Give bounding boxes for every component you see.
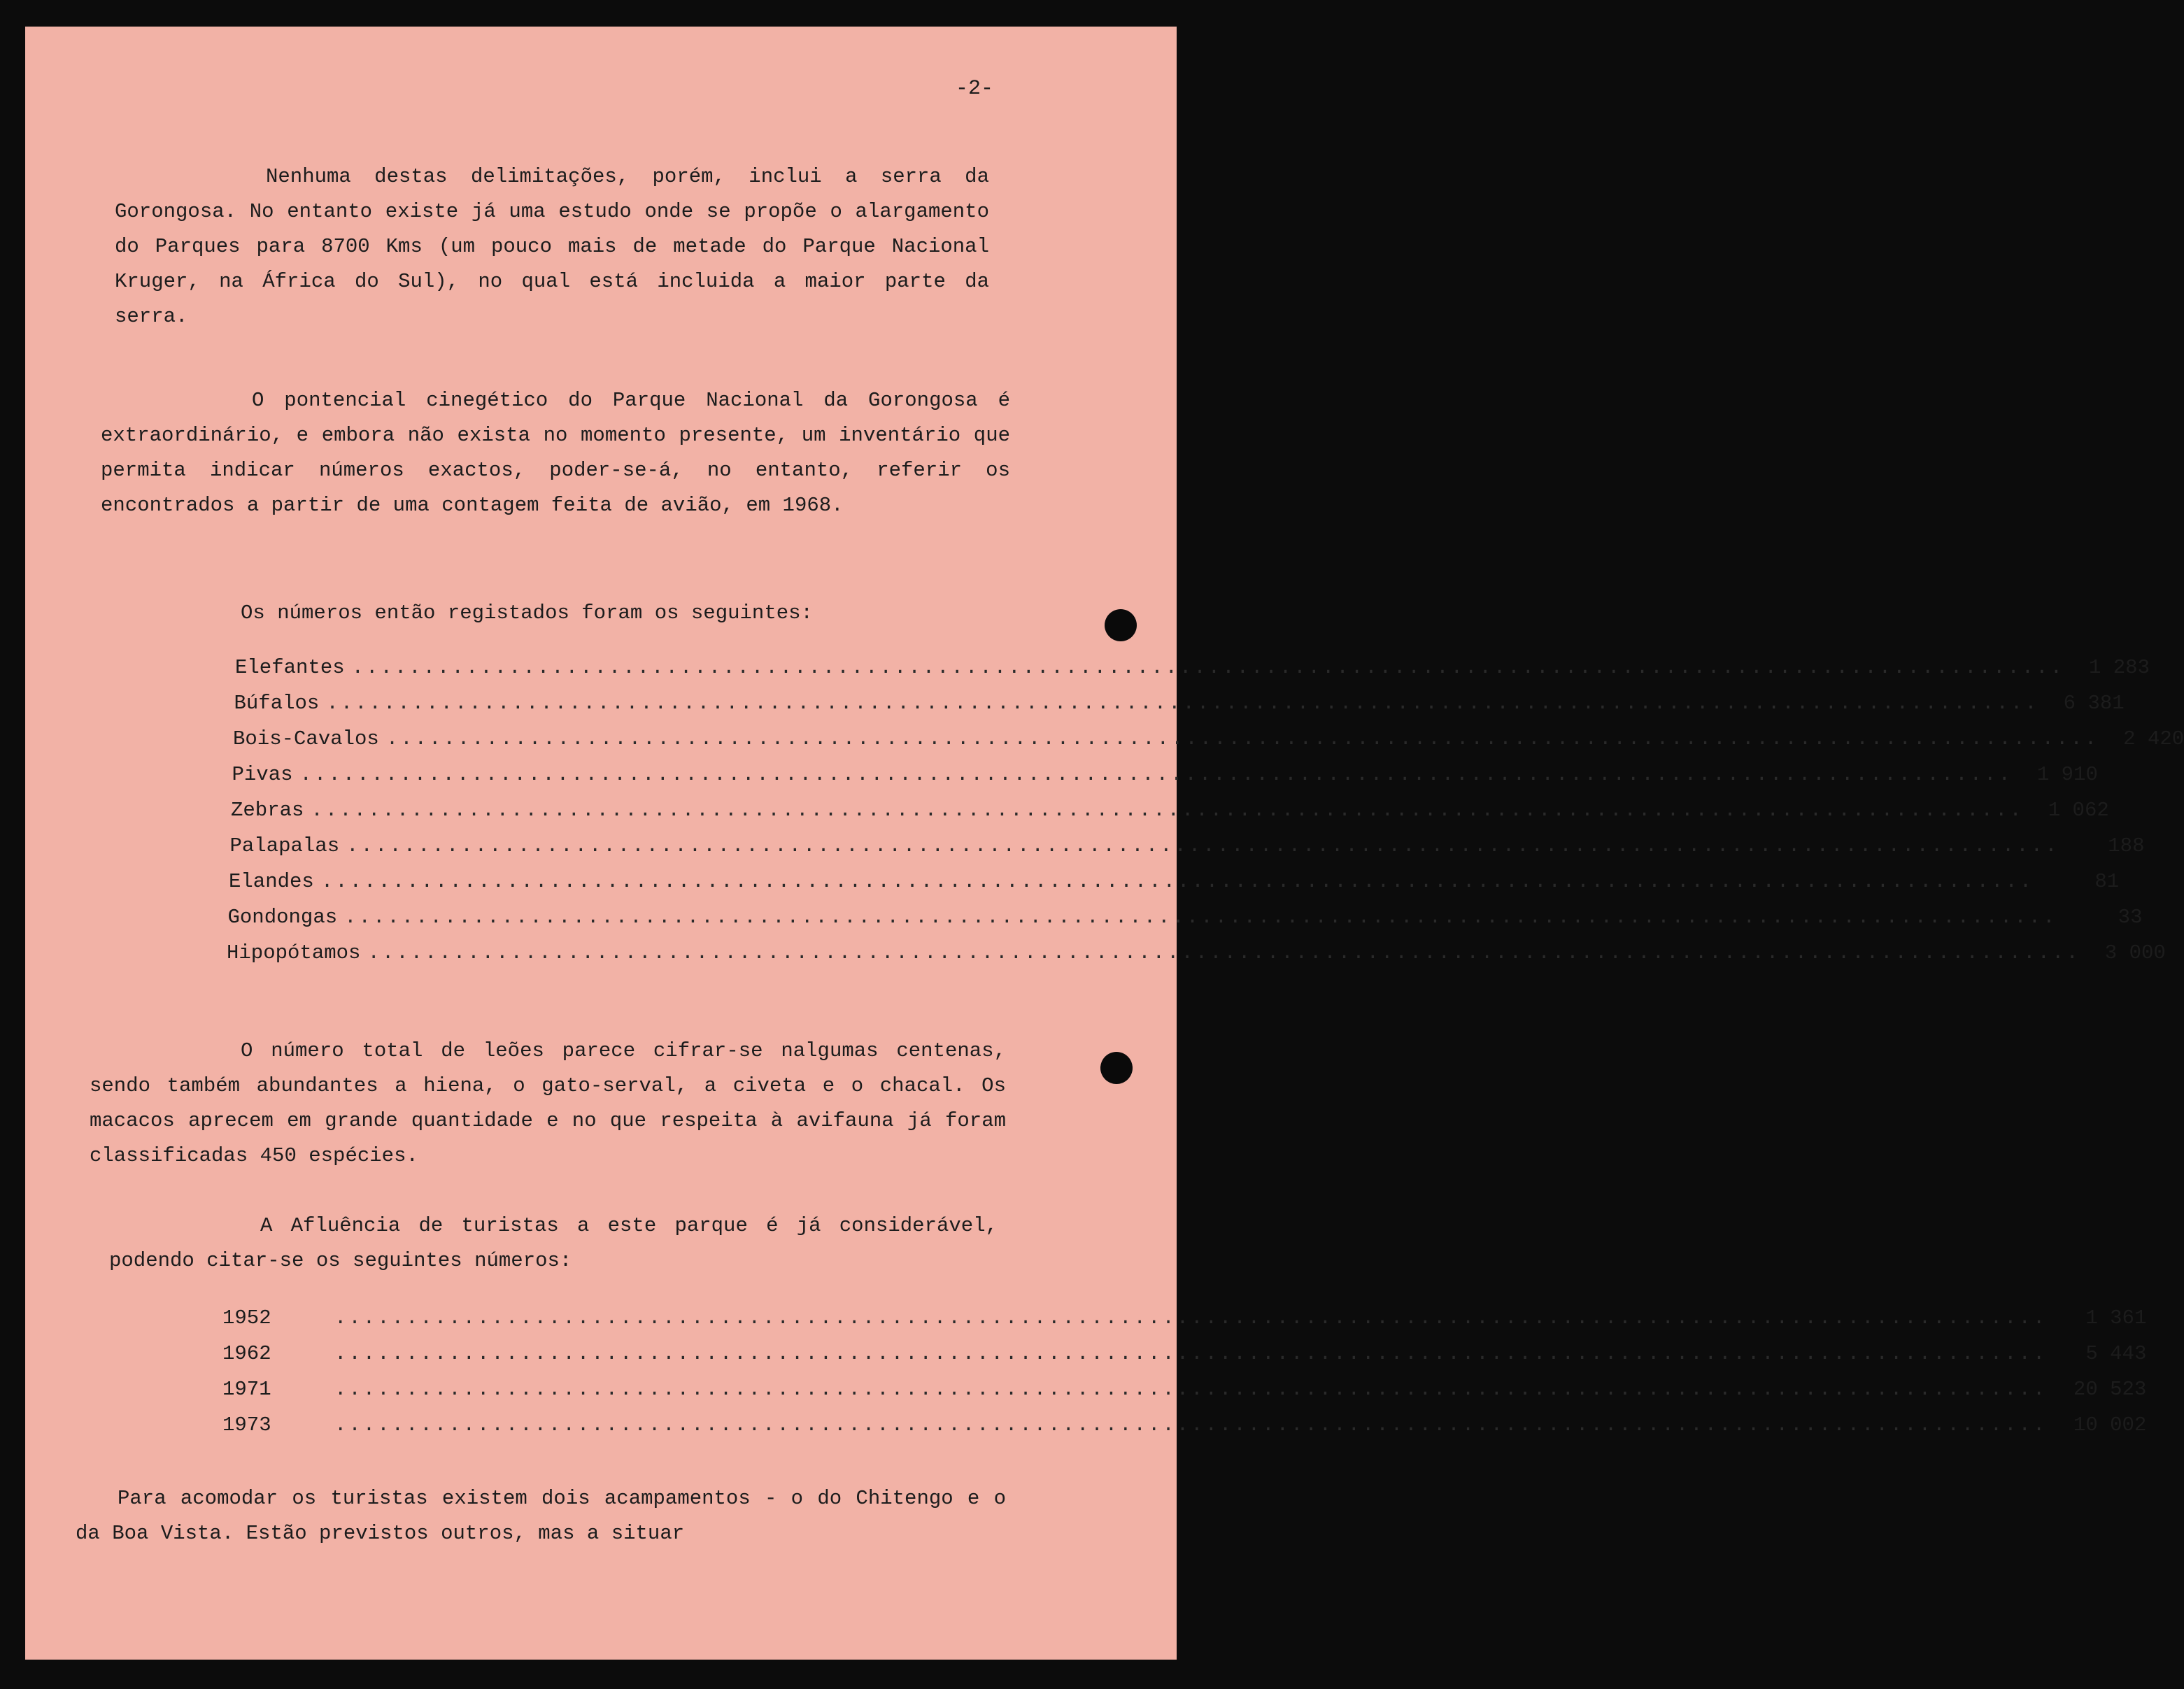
paragraph-delimitations: Nenhuma destas delimitações, porém, inclui a serra da Gorongosa. No entanto existe já uma estudo onde se propõe o alargamento do Parques para 8700 Kms (um pouco mais de metade do Parque Nacional Kruger, na África do Sul), no qual está incluida a maior parte da serra. (115, 165, 989, 328)
animal-count: 1 062 (2048, 799, 2109, 822)
tourist-row (222, 1306, 2147, 1341)
leader-dots: ........................................................................................................................ (351, 656, 2064, 679)
tourist-year: 1973 (222, 1413, 271, 1437)
animal-name: Hipopótamos (227, 941, 361, 964)
leader-dots: ........................................................................................................................ (326, 692, 2039, 715)
tourist-count: 5 443 (2085, 1342, 2147, 1365)
leader-dots: ........................................................................................................................ (367, 941, 2080, 964)
leader-dots: ........................................................................................................................ (334, 1306, 2048, 1330)
tourist-row (222, 1378, 2147, 1413)
tourist-count: 10 002 (2073, 1413, 2147, 1437)
leader-dots: ........................................................................................................................ (385, 727, 2099, 750)
animal-count: 188 (2108, 834, 2145, 857)
animal-name: Zebras (231, 799, 304, 822)
tourist-count: 20 523 (2073, 1378, 2147, 1401)
leader-dots: ........................................................................................................................ (299, 763, 2013, 786)
animal-count: 81 (2094, 870, 2120, 893)
animal-row (227, 906, 2143, 941)
animal-count: 1 283 (2088, 656, 2150, 679)
animal-row (229, 834, 2145, 869)
tourist-row (222, 1342, 2147, 1377)
animal-row (235, 656, 2150, 691)
page-number: -2- (956, 77, 994, 101)
document-page (25, 27, 2184, 1660)
animal-name: Búfalos (234, 692, 320, 715)
animal-row (234, 692, 2125, 727)
animal-name: Gondongas (227, 906, 338, 929)
animals-intro: Os números então registados foram os seguintes: (241, 601, 813, 625)
animal-count: 6 381 (2063, 692, 2125, 715)
animal-name: Elandes (229, 870, 314, 893)
tourist-row (222, 1413, 2147, 1448)
leader-dots: ........................................................................................................................ (334, 1378, 2048, 1401)
animal-count: 1 910 (2036, 763, 2098, 786)
animal-count: 2 420 (2123, 727, 2184, 750)
tourist-year: 1971 (222, 1378, 271, 1401)
paragraph-camps: Para acomodar os turistas existem dois acampamentos - o do Chitengo e o da Boa Vista. Estão previstos outros, mas a situar (76, 1487, 1006, 1545)
animal-name: Palapalas (229, 834, 340, 857)
leader-dots: ........................................................................................................................ (334, 1342, 2048, 1365)
leader-dots: ........................................................................................................................ (344, 906, 2057, 929)
leader-dots: ........................................................................................................................ (311, 799, 2024, 822)
paragraph-potential: O pontencial cinegético do Parque Nacional da Gorongosa é extraordinário, e embora não exista no momento presente, um inventário que permita indicar números exactos, poder-se-á, no entanto, referir os encontrados a partir de uma contagem feita de avião, em 1968. (101, 389, 1010, 517)
animal-count: 33 (2118, 906, 2143, 929)
animal-row (227, 941, 2166, 976)
paragraph-wildlife: O número total de leões parece cifrar-se nalgumas centenas, sendo também abundantes a hiena, o gato-serval, a civeta e o chacal. Os macacos aprecem em grande quantidade e no que respeita à avifauna já foram classificadas 450 espécies. (90, 1039, 1006, 1167)
leader-dots: ........................................................................................................................ (346, 834, 2059, 857)
paragraph-tourists: A Afluência de turistas a este parque é já considerável, podendo citar-se os seguintes números: (109, 1214, 998, 1272)
animal-count: 3 000 (2104, 941, 2166, 964)
animal-row (229, 870, 2120, 905)
leader-dots: ........................................................................................................................ (320, 870, 2034, 893)
animal-name: Elefantes (235, 656, 345, 679)
tourist-year: 1952 (222, 1306, 271, 1330)
animal-row (232, 763, 2098, 798)
animal-row (233, 727, 2184, 762)
punch-hole (1105, 609, 1137, 641)
punch-hole (1100, 1052, 1133, 1084)
tourist-count: 1 361 (2085, 1306, 2147, 1330)
leader-dots: ........................................................................................................................ (334, 1413, 2048, 1437)
tourist-year: 1962 (222, 1342, 271, 1365)
animal-row (231, 799, 2109, 834)
animal-name: Pivas (232, 763, 293, 786)
animal-name: Bois-Cavalos (233, 727, 379, 750)
